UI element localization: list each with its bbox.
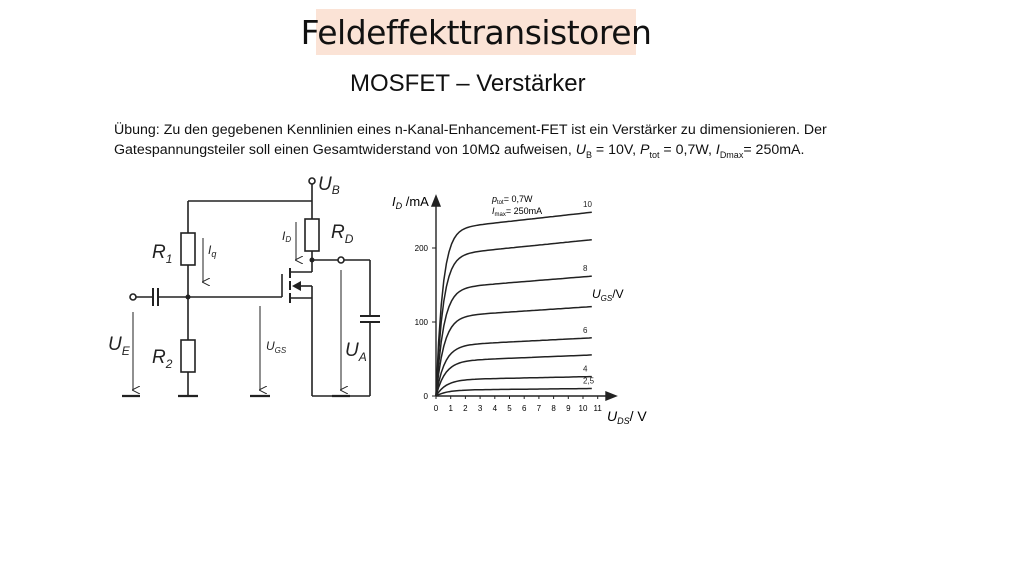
ugs-curve-label: $U_{GS}/V$ xyxy=(592,287,624,303)
task-ptot-symbol: P xyxy=(639,142,650,158)
task-ptot-sub: tot xyxy=(649,149,660,160)
label-ugs: $U_{GS}$ xyxy=(266,339,287,355)
x-tick-label: 11 xyxy=(593,404,602,413)
rd-resistor xyxy=(305,219,319,251)
label-r1: $R_1$ xyxy=(152,242,173,266)
ugs-curve-unlabeled-1 xyxy=(436,240,592,396)
series-label: 4 xyxy=(583,364,588,374)
task-id-sub: Dmax xyxy=(719,149,744,160)
x-axis-arrow-icon xyxy=(606,392,616,400)
y-axis-label: $I_D$ /mA xyxy=(392,194,429,211)
x-tick-label: 5 xyxy=(507,404,512,413)
x-tick-label: 8 xyxy=(551,404,556,413)
mosfet-arrow-icon xyxy=(292,281,301,291)
r2-resistor xyxy=(181,340,195,372)
r1-resistor xyxy=(181,233,195,265)
y-tick-label: 200 xyxy=(414,244,428,253)
label-rd: $R_D$ xyxy=(331,222,354,246)
label-r2: $R_2$ xyxy=(152,347,173,371)
label-ue: $U_E$ xyxy=(108,334,130,358)
x-tick-label: 10 xyxy=(578,404,588,413)
input-terminal xyxy=(130,294,136,300)
ugs-curve-unlabeled-5 xyxy=(436,355,592,396)
task-text-main: Übung: Zu den gegebenen Kennlinien eines n-Kanal-Enhancement-FET ist ein Verstärker zu dimensionieren. Der Gatespannungsteiler soll einen Gesamtwiderstand von 10MΩ aufweisen, xyxy=(114,122,827,158)
ugs-curve-6 xyxy=(436,338,592,396)
slide-title: Feldeffekttransistoren xyxy=(300,12,652,52)
y-tick-label: 0 xyxy=(423,392,428,401)
x-tick-label: 2 xyxy=(463,404,468,413)
x-tick-label: 0 xyxy=(433,404,439,413)
x-tick-label: 6 xyxy=(521,404,527,413)
series-label: 2,5 xyxy=(583,376,595,386)
x-tick-label: 3 xyxy=(477,404,483,413)
label-iq: $I_q$ xyxy=(208,243,217,259)
series-label: 10 xyxy=(583,200,592,210)
task-ub-symbol: U xyxy=(575,142,586,158)
series-label: 6 xyxy=(583,325,588,335)
x-tick-label: 1 xyxy=(448,404,453,413)
label-id: ID xyxy=(282,229,292,244)
title-background xyxy=(300,9,652,55)
ugs-curve-8 xyxy=(436,276,592,396)
x-tick-label: 9 xyxy=(566,404,571,413)
label-ua: $U_A$ xyxy=(345,340,367,364)
y-axis-arrow-icon xyxy=(432,196,440,206)
task-ptot-value: = 0,7W, xyxy=(659,142,716,158)
ugs-curve-4 xyxy=(436,377,592,396)
task-id-symbol: I xyxy=(715,142,720,158)
slide-subtitle: MOSFET – Verstärker xyxy=(350,70,586,97)
series-label: 8 xyxy=(583,264,588,274)
output-terminal xyxy=(338,257,344,263)
ugs-curve-unlabeled-3 xyxy=(436,307,592,396)
ub-terminal xyxy=(309,178,315,184)
task-text xyxy=(114,120,904,165)
x-axis-label: $U_{DS}/$ V xyxy=(607,408,647,426)
task-ub-value: = 10V, xyxy=(591,142,640,158)
task-ub-sub: B xyxy=(585,149,592,160)
y-tick-label: 100 xyxy=(414,318,428,327)
ptot-label: $p_{tot}= 0,7W$ xyxy=(492,194,533,206)
label-ub: $U_B$ xyxy=(318,174,340,197)
imax-label: $I_{max}= 250mA$ xyxy=(492,206,543,218)
ugs-curve-2,5 xyxy=(436,389,592,397)
x-tick-label: 7 xyxy=(536,404,542,413)
task-id-value: = 250mA. xyxy=(743,142,805,158)
x-tick-label: 4 xyxy=(492,404,498,413)
ugs-curve-10 xyxy=(436,212,592,396)
